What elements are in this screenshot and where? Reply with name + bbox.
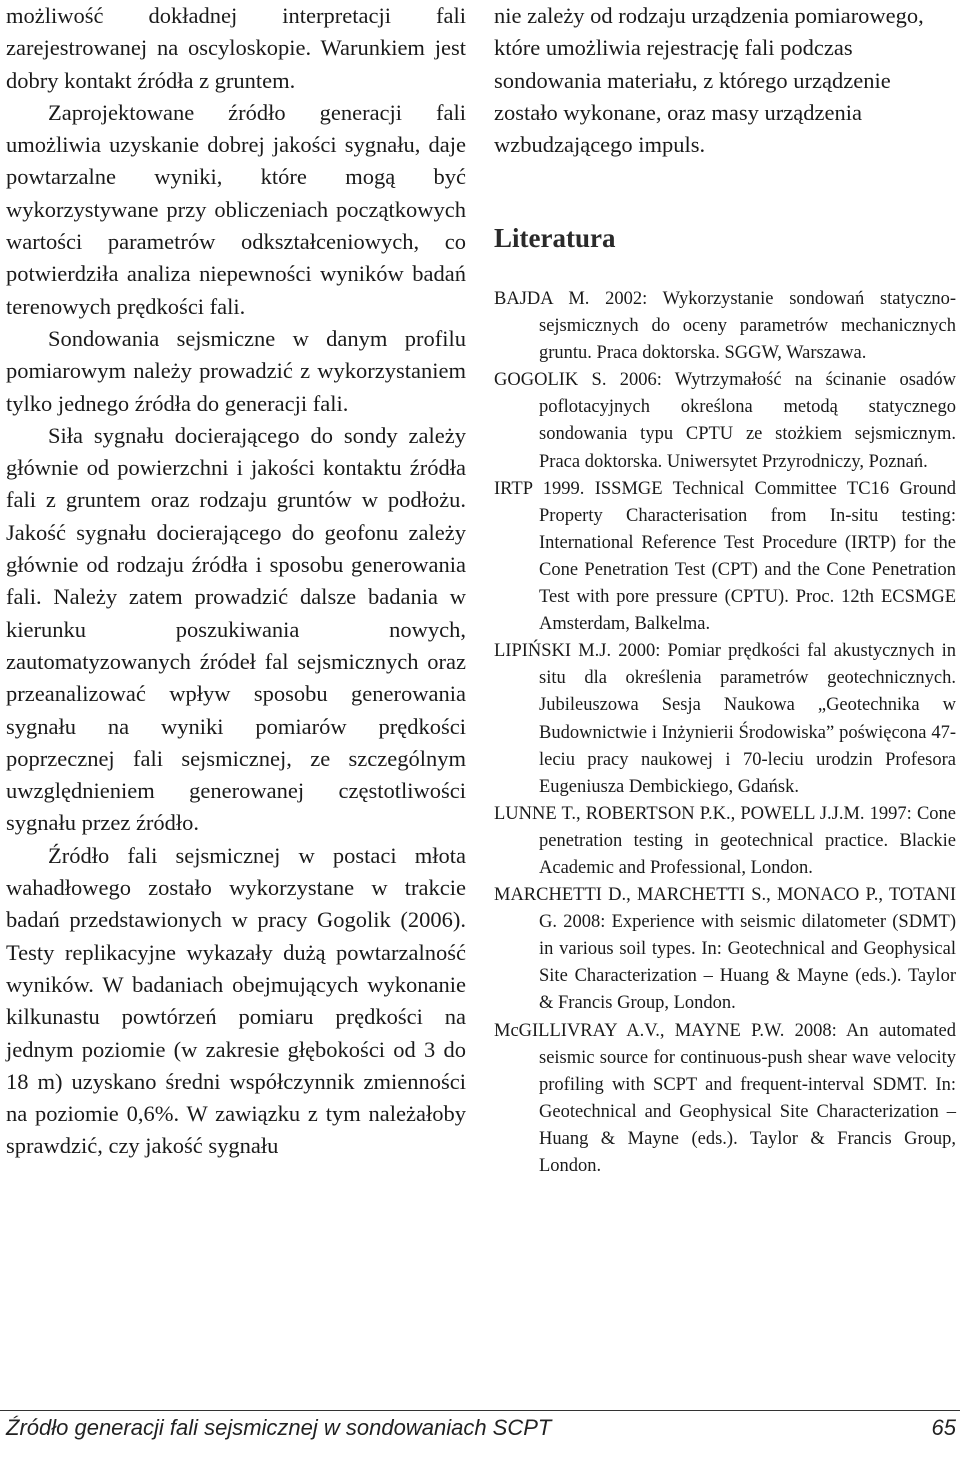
reference-item: BAJDA M. 2002: Wykorzystanie sondowań statyczno-sejsmicznych do oceny parametrów mechanicznych gruntu. Praca doktorska. SGGW, Warszawa. xyxy=(494,289,956,364)
paragraph-continuation: możliwość dokładnej interpretacji fali zarejestrowanej na oscyloskopie. Warunkiem jest dobry kontakt źródła z gruntem. xyxy=(6,3,466,93)
reference-item: McGILLIVRAY A.V., MAYNE P.W. 2008: An automated seismic source for continuous-push shear wave velocity profiling with SCPT and frequent-interval SDMT. In: Geotechnical and Geophysical Site Characterization – Huang & Mayne (eds.). Taylor & Francis Group, London. xyxy=(494,1020,956,1176)
paragraph-right-continuation: nie zależy od rodzaju urządzenia pomiarowego, które umożliwia rejestrację fali podczas sondowania materiału, z którego urządzenie zostało wykonane, oraz masy urządzenia wzbudzającego impuls. xyxy=(494,3,924,158)
references-heading: Literatura xyxy=(494,223,616,253)
paragraph-single-source: Sondowania sejsmiczne w danym profilu pomiarowym należy prowadzić z wykorzystaniem tylko jednego źródła do generacji fali. xyxy=(6,325,466,416)
reference-item: LUNNE T., ROBERTSON P.K., POWELL J.J.M. 1997: Cone penetration testing in geotechnical practice. Blackie Academic and Professional, London. xyxy=(494,803,956,878)
reference-list xyxy=(494,286,956,1180)
reference-item: MARCHETTI D., MARCHETTI S., MONACO P., TOTANI G. 2008: Experience with seismic dilatometer (SDMT) in various soil types. In: Geotechnical and Geophysical Site Characterization – Huang & Mayne (eds.). Taylor & Francis Group, London. xyxy=(494,885,956,1014)
left-column xyxy=(6,0,466,1163)
paragraph-source-design: Zaprojektowane źródło generacji fali umożliwia uzyskanie dobrej jakości sygnału, daje powtarzalne wyniki, które mogą być wykorzystywane przy obliczeniach początkowych wartości parametrów odkształceniowych, co potwierdziła analiza niepewności wyników badań terenowych prędkości fali. xyxy=(6,99,466,319)
reference-item: IRTP 1999. ISSMGE Technical Committee TC16 Ground Property Characterisation from In-situ testing: International Reference Test Procedure (IRTP) for the Cone Penetration Test (CPT) and the Cone Penetration Test with pore pressure (CPTU). Proc. 12th ECSMGE Amsterdam, Balkelma. xyxy=(494,478,956,635)
footer-divider xyxy=(0,1410,960,1411)
reference-item: GOGOLIK S. 2006: Wytrzymałość na ścinanie osadów poflotacyjnych określona metodą statycznego sondowania typu CPTU ze stożkiem sejsmicznym. Praca doktorska. Uniwersytet Przyrodniczy, Poznań. xyxy=(494,370,956,472)
paragraph-pendulum-hammer: Źródło fali sejsmicznej w postaci młota wahadłowego zostało wykorzystane w trakcie badań przedstawionych w pracy Gogolik (2006). Testy replikacyjne wykazały dużą powtarzalność wyników. W badaniach obejmujących wykonanie kilkunastu powtórzeń pomiaru prędkości na jednym poziomie (w zakresie głębokości od 3 do 18 m) uzyskano średni współczynnik zmienności na poziomie 0,6%. W zawiązku z tym należałoby sprawdzić, czy jakość sygnału xyxy=(6,842,466,1159)
reference-item: LIPIŃSKI M.J. 2000: Pomiar prędkości fal akustycznych in situ dla określenia parametrów geotechnicznych. Jubileuszowa Sesja Naukowa „Geotechnika w Budownictwie i Inżynierii Środowiska” poświęcona 47-leciu pracy naukowej i 70-leciu urodzin Profesora Eugeniusza Dembickiego, Gdańsk. xyxy=(494,641,956,797)
right-column xyxy=(494,0,956,161)
paragraph-signal-strength: Siła sygnału docierającego do sondy zależy głównie od powierzchni i jakości kontaktu źródła fali z gruntem oraz rodzaju gruntów w podłożu. Jakość sygnału docierającego do geofonu zależy głównie od rodzaju źródła i sposobu generowania fali. Należy zatem prowadzić dalsze badania w kierunku poszukiwania nowych, zautomatyzowanych źródeł fal sejsmicznych oraz przeanalizować wpływ sposobu generowania sygnału na wyniki pomiarów prędkości poprzecznej fali sejsmicznej, ze szczególnym uwzględnieniem generowanej częstotliwości sygnału przez źródło. xyxy=(6,422,466,836)
running-footer-title: Źródło generacji fali sejsmicznej w sondowaniach SCPT xyxy=(6,1415,552,1440)
page-number: 65 xyxy=(931,1415,956,1440)
